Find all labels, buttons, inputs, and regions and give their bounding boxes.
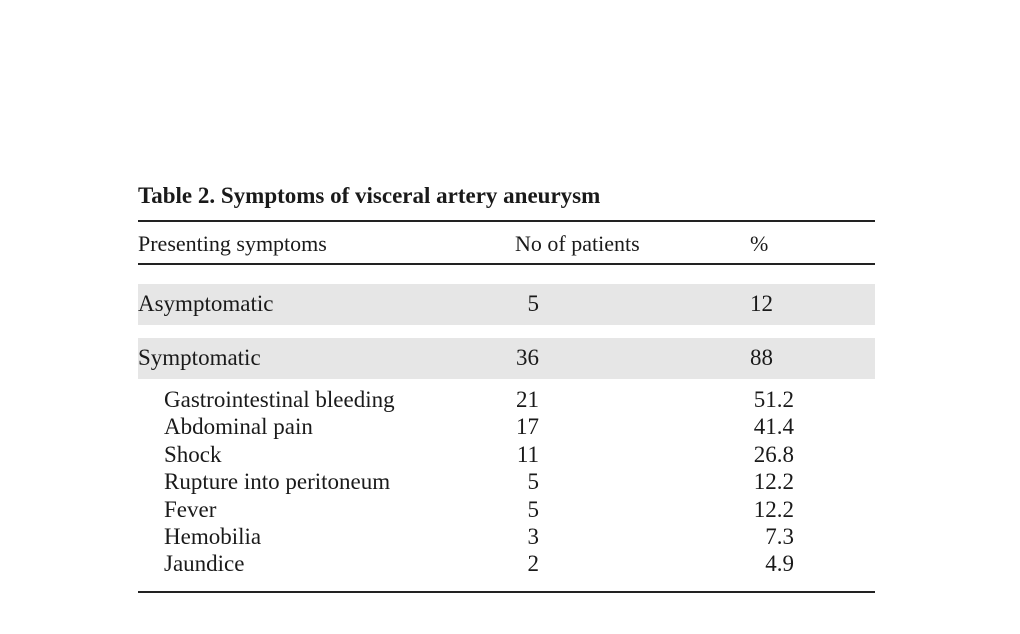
row-patients: 17: [516, 414, 539, 440]
table-row: [138, 550, 875, 577]
table-row-symptomatic: [138, 338, 875, 379]
table-row: [138, 386, 875, 413]
header-percent: %: [750, 231, 769, 256]
table-row: [138, 496, 875, 523]
header-rule: [138, 263, 875, 265]
row-patients: 5: [527, 291, 539, 316]
symptom-sub-rows: [138, 386, 875, 578]
table-row: [138, 468, 875, 495]
row-label: Symptomatic: [138, 345, 261, 370]
row-label: Jaundice: [164, 551, 245, 577]
row-patients: 36: [516, 345, 539, 370]
row-percent: 88: [750, 345, 773, 370]
table-row-asymptomatic: [138, 284, 875, 325]
row-patients: 21: [516, 387, 539, 412]
row-label: Hemobilia: [164, 523, 262, 549]
row-patients: 5: [527, 469, 539, 495]
row-percent: 12.2: [753, 469, 794, 495]
row-patients: 11: [516, 441, 539, 467]
row-label: Fever: [164, 496, 217, 522]
row-label: Gastrointestinal bleeding: [164, 387, 395, 412]
row-percent: 26.8: [753, 441, 794, 467]
row-percent: 12.2: [753, 496, 794, 522]
row-percent: 51.2: [753, 387, 794, 412]
row-percent: 12: [750, 291, 773, 316]
header-presenting-symptoms: Presenting symptoms: [138, 231, 327, 256]
header-no-of-patients: No of patients: [515, 231, 640, 256]
table-row: [138, 523, 875, 550]
row-label: Shock: [164, 441, 222, 467]
row-patients: 5: [527, 496, 539, 522]
bottom-rule: [138, 591, 875, 593]
symptoms-table: [138, 178, 875, 593]
row-patients: 2: [527, 551, 539, 577]
table-caption: Table 2. Symptoms of visceral artery aneurysm: [138, 183, 601, 208]
row-patients: 3: [527, 523, 539, 549]
row-label: Asymptomatic: [138, 291, 274, 316]
row-percent: 7.3: [765, 523, 794, 549]
table-row: [138, 413, 875, 440]
row-label: Rupture into peritoneum: [164, 469, 391, 495]
row-label: Abdominal pain: [164, 414, 313, 440]
row-percent: 41.4: [753, 414, 794, 440]
row-percent: 4.9: [765, 551, 794, 577]
table-row: [138, 441, 875, 468]
table-header-row: [138, 222, 875, 263]
